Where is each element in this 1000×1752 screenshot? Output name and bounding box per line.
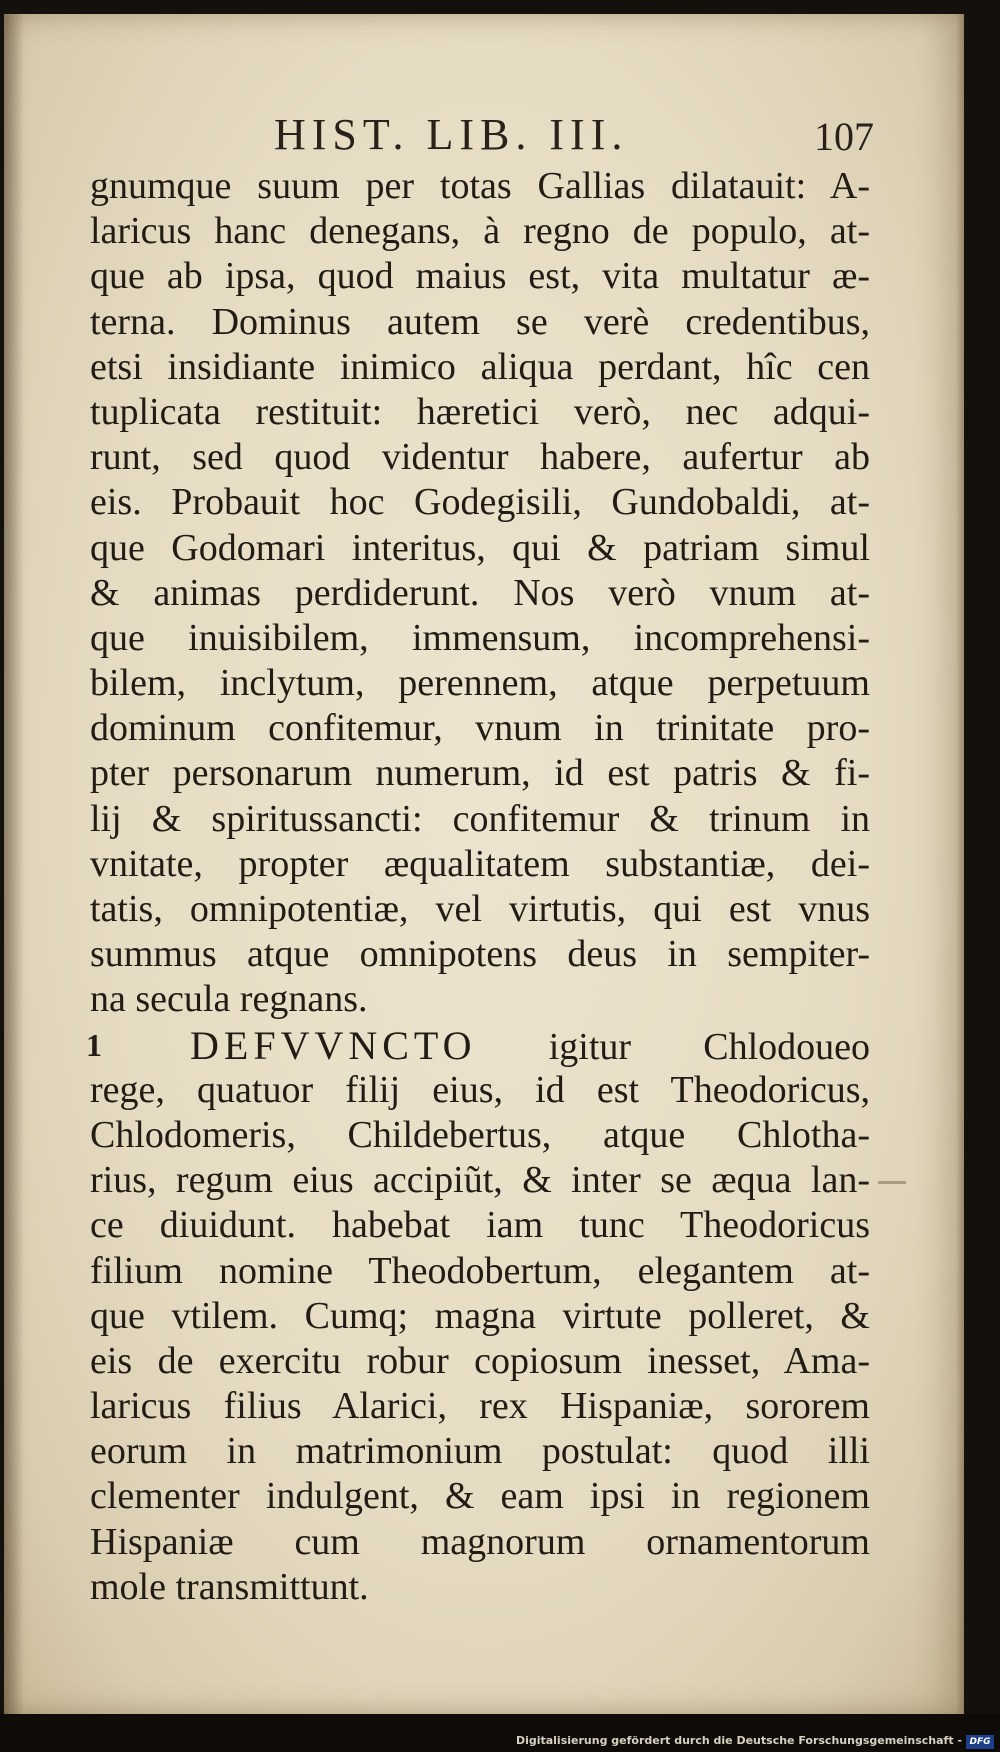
text-line: clementer indulgent, & eam ipsi in regionem: [90, 1475, 870, 1518]
text-line: eis de exercitu robur copiosum inesset, Ama-: [90, 1339, 870, 1382]
book-page: [4, 14, 964, 1714]
digitization-credit: Digitalisierung gefördert durch die Deutsche Forschungsgemeinschaft -: [515, 1734, 962, 1747]
text-line: laricus filius Alarici, rex Hispaniæ, sororem: [90, 1385, 870, 1428]
text-line: pter personarum numerum, id est patris & fi-: [90, 752, 870, 795]
text-line: que inuisibilem, immensum, incomprehensi-: [90, 616, 870, 659]
text-line: & animas perdiderunt. Nos verò vnum at-: [90, 571, 870, 614]
section-opening: [86, 1022, 870, 1068]
text-line: que Godomari interitus, qui & patriam simul: [90, 526, 870, 569]
running-title: HIST. LIB. III.: [274, 110, 629, 159]
gutter-shadow: [4, 14, 24, 1714]
section-opening-word: DEFVVNCTO: [190, 1022, 477, 1068]
text-line: filium nomine Theodobertum, elegantem at-: [90, 1249, 870, 1292]
body-text: [86, 164, 870, 1610]
text-line: lij & spiritussancti: confitemur & trinum in: [90, 797, 870, 840]
text-line: vnitate, propter æqualitatem substantiæ, dei-: [90, 842, 870, 885]
text-line: runt, sed quod videntur habere, aufertur ab: [90, 436, 870, 479]
text-line: etsi insidiante inimico aliqua perdant, hîc cen: [90, 345, 870, 388]
text-line: eis. Probauit hoc Godegisili, Gundobaldi, at-: [90, 481, 870, 524]
text-line: rege, quatuor filij eius, id est Theodoricus,: [90, 1068, 870, 1111]
text-line: que vtilem. Cumq; magna virtute polleret, &: [90, 1294, 870, 1337]
text-line: terna. Dominus autem se verè credentibus,: [90, 300, 870, 343]
page-header: [64, 109, 874, 169]
text-line: Hispaniæ cum magnorum ornamentorum: [90, 1520, 870, 1563]
text-line: gnumque suum per totas Gallias dilatauit: A-: [90, 165, 870, 207]
text-line: rius, regum eius accipiũt, & inter se æqua lan-: [90, 1159, 870, 1202]
text-line: mole transmittunt.: [90, 1565, 369, 1608]
text-line: na secula regnans.: [90, 978, 368, 1021]
text-line: dominum confitemur, vnum in trinitate pro-: [90, 707, 870, 750]
text-line: tuplicata restituit: hæretici verò, nec adqui-: [90, 390, 870, 433]
text-line: que ab ipsa, quod maius est, vita multatur æ-: [90, 255, 870, 298]
section-first-line: [90, 1023, 870, 1068]
text-line: eorum in matrimonium postulat: quod illi: [90, 1430, 870, 1473]
text-line: tatis, omnipotentiæ, vel virtutis, qui est vnus: [90, 888, 870, 930]
text-line: ce diuidunt. habebat iam tunc Theodoricus: [90, 1204, 870, 1247]
text-line: bilem, inclytum, perennem, atque perpetuum: [90, 662, 870, 705]
page-number: 107: [814, 114, 874, 159]
text-line: summus atque omnipotens deus in sempiter-: [90, 933, 870, 976]
dfg-logo: DFG: [966, 1735, 994, 1749]
text-line: laricus hanc denegans, à regno de populo, at-: [90, 210, 870, 253]
section-number: 1: [86, 1026, 102, 1063]
text-line: Chlodomeris, Childebertus, atque Chlotha-: [90, 1113, 870, 1156]
footer-band: [0, 1714, 1000, 1752]
page-edge: [956, 14, 964, 1714]
section-first-line-rest: igitur Chlodoueo: [548, 1025, 870, 1068]
margin-mark: [878, 1181, 906, 1184]
